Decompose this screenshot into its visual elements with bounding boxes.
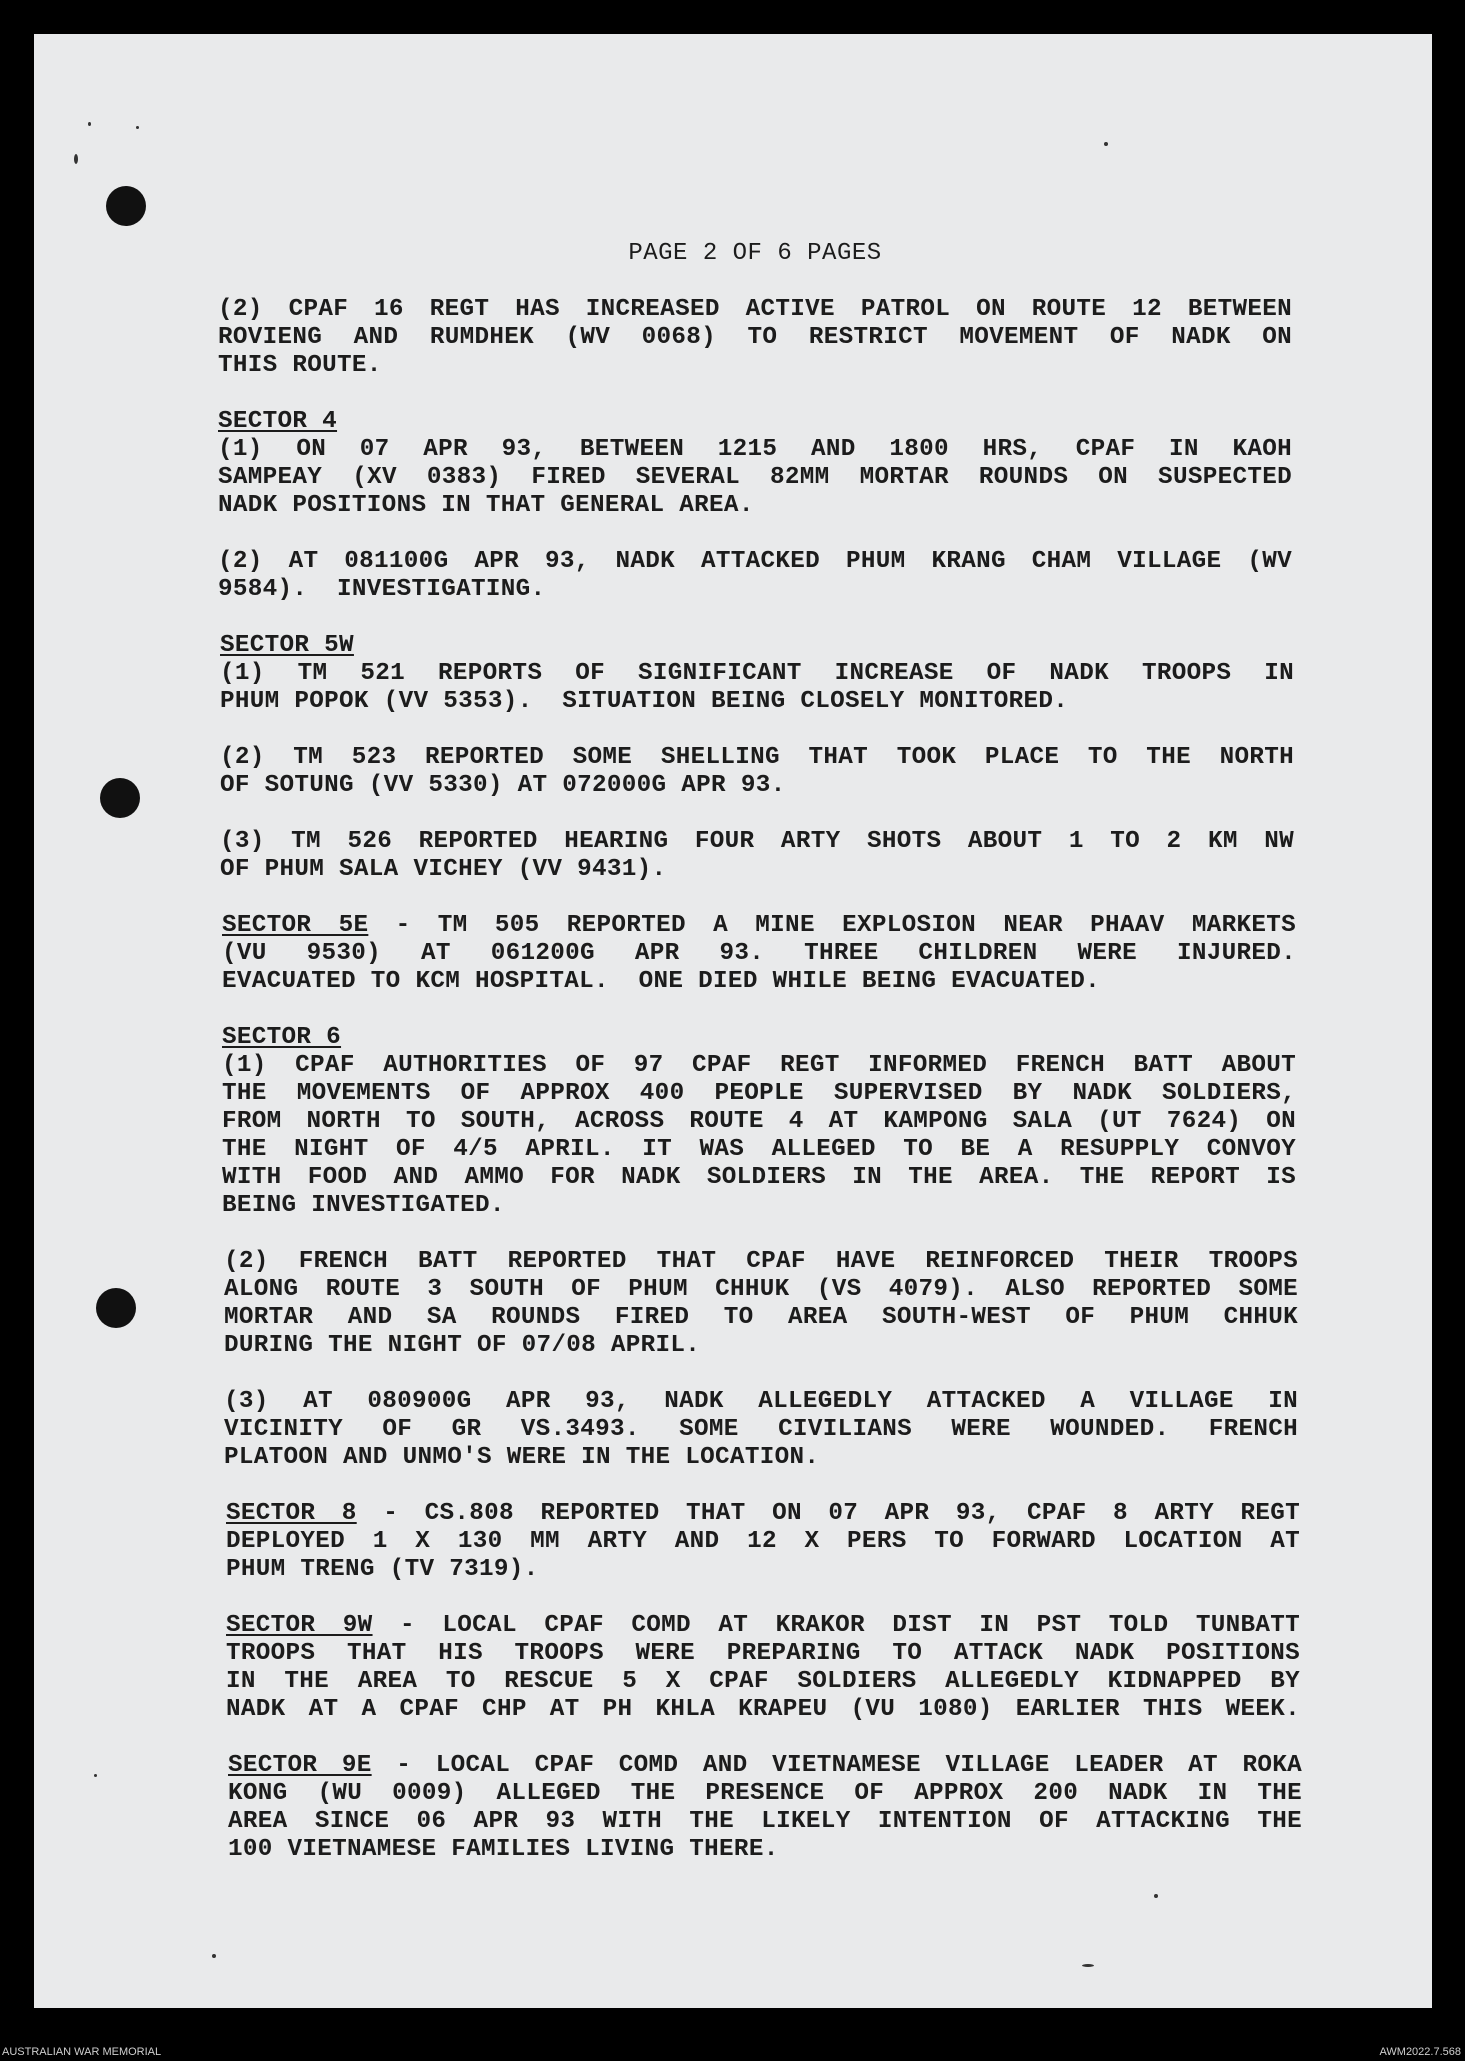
text-line: (2) TM 523 REPORTED SOME SHELLING THAT TOOK PLACE TO THE NORTH [220, 744, 1294, 771]
speck [74, 154, 78, 164]
text-line: (2) AT 081100G APR 93, NADK ATTACKED PHUM KRANG CHAM VILLAGE (WV [218, 548, 1292, 575]
text-line: THIS ROUTE. [218, 352, 382, 379]
text-span: - TM 505 REPORTED A MINE EXPLOSION NEAR PHAAV MARKETS [368, 912, 1296, 939]
section-heading: SECTOR 5E [222, 912, 369, 939]
text-line: KONG (WU 0009) ALLEGED THE PRESENCE OF APPROX 200 NADK IN THE [228, 1780, 1302, 1807]
speck [1104, 142, 1108, 146]
text-line [228, 1752, 1302, 1780]
text-line: IN THE AREA TO RESCUE 5 X CPAF SOLDIERS ALLEGEDLY KIDNAPPED BY [226, 1668, 1300, 1695]
document-page [34, 34, 1432, 2008]
text-line [222, 912, 1296, 940]
text-line: ALONG ROUTE 3 SOUTH OF PHUM CHHUK (VS 4079). ALSO REPORTED SOME [224, 1276, 1298, 1303]
text-line: DURING THE NIGHT OF 07/08 APRIL. [224, 1332, 701, 1359]
text-line: NADK AT A CPAF CHP AT PH KHLA KRAPEU (VU 1080) EARLIER THIS WEEK. [226, 1696, 1300, 1723]
text-line: FROM NORTH TO SOUTH, ACROSS ROUTE 4 AT KAMPONG SALA (UT 7624) ON [222, 1108, 1296, 1135]
text-line: ROVIENG AND RUMDHEK (WV 0068) TO RESTRICT MOVEMENT OF NADK ON [218, 324, 1292, 351]
text-line: (1) TM 521 REPORTS OF SIGNIFICANT INCREASE OF NADK TROOPS IN [220, 660, 1294, 687]
text-line: (3) AT 080900G APR 93, NADK ALLEGEDLY ATTACKED A VILLAGE IN [224, 1388, 1298, 1415]
text-line: THE NIGHT OF 4/5 APRIL. IT WAS ALLEGED TO BE A RESUPPLY CONVOY [222, 1136, 1296, 1163]
text-line: OF PHUM SALA VICHEY (VV 9431). [220, 856, 667, 883]
text-line: AREA SINCE 06 APR 93 WITH THE LIKELY INTENTION OF ATTACKING THE [228, 1808, 1302, 1835]
text-line: DEPLOYED 1 X 130 MM ARTY AND 12 X PERS TO FORWARD LOCATION AT [226, 1528, 1300, 1555]
speck [94, 1774, 97, 1777]
text-line: (1) ON 07 APR 93, BETWEEN 1215 AND 1800 HRS, CPAF IN KAOH [218, 436, 1292, 463]
punch-hole [96, 1288, 136, 1328]
speck [1082, 1964, 1094, 1967]
text-line: (2) FRENCH BATT REPORTED THAT CPAF HAVE REINFORCED THEIR TROOPS [224, 1248, 1298, 1275]
text-line: THE MOVEMENTS OF APPROX 400 PEOPLE SUPERVISED BY NADK SOLDIERS, [222, 1080, 1296, 1107]
section-heading: SECTOR 9W [226, 1612, 373, 1639]
text-line [226, 1500, 1300, 1528]
text-line [226, 1612, 1300, 1640]
text-line: SAMPEAY (XV 0383) FIRED SEVERAL 82MM MORTAR ROUNDS ON SUSPECTED [218, 464, 1292, 491]
text-line: OF SOTUNG (VV 5330) AT 072000G APR 93. [220, 772, 786, 799]
text-line: PHUM TRENG (TV 7319). [226, 1556, 539, 1583]
punch-hole [106, 186, 146, 226]
footer-accession-number: AWM2022.7.568 [1379, 2046, 1461, 2058]
text-span: - LOCAL CPAF COMD AT KRAKOR DIST IN PST TOLD TUNBATT [372, 1612, 1300, 1639]
section-heading: SECTOR 8 [226, 1500, 357, 1527]
text-line: PLATOON AND UNMO'S WERE IN THE LOCATION. [224, 1444, 820, 1471]
text-line: PHUM POPOK (VV 5353). SITUATION BEING CLOSELY MONITORED. [220, 688, 1069, 715]
text-line: NADK POSITIONS IN THAT GENERAL AREA. [218, 492, 754, 519]
page-header: PAGE 2 OF 6 PAGES [628, 240, 882, 267]
text-line: 9584). INVESTIGATING. [218, 576, 546, 603]
text-line: 100 VIETNAMESE FAMILIES LIVING THERE. [228, 1836, 779, 1863]
section-heading: SECTOR 5W [220, 632, 354, 659]
text-line: WITH FOOD AND AMMO FOR NADK SOLDIERS IN THE AREA. THE REPORT IS [222, 1164, 1296, 1191]
text-span: - LOCAL CPAF COMD AND VIETNAMESE VILLAGE LEADER AT ROKA [371, 1752, 1302, 1779]
text-line: MORTAR AND SA ROUNDS FIRED TO AREA SOUTH-WEST OF PHUM CHHUK [224, 1304, 1298, 1331]
text-line: TROOPS THAT HIS TROOPS WERE PREPARING TO ATTACK NADK POSITIONS [226, 1640, 1300, 1667]
text-line: (VU 9530) AT 061200G APR 93. THREE CHILDREN WERE INJURED. [222, 940, 1296, 967]
text-line: BEING INVESTIGATED. [222, 1192, 505, 1219]
punch-hole [100, 778, 140, 818]
text-line: (1) CPAF AUTHORITIES OF 97 CPAF REGT INFORMED FRENCH BATT ABOUT [222, 1052, 1296, 1079]
text-line: VICINITY OF GR VS.3493. SOME CIVILIANS WERE WOUNDED. FRENCH [224, 1416, 1298, 1443]
speck [212, 1954, 216, 1958]
text-span: - CS.808 REPORTED THAT ON 07 APR 93, CPAF 8 ARTY REGT [356, 1500, 1301, 1527]
speck [88, 122, 91, 126]
footer-credit: AUSTRALIAN WAR MEMORIAL [2, 2046, 162, 2058]
text-line: EVACUATED TO KCM HOSPITAL. ONE DIED WHILE BEING EVACUATED. [222, 968, 1100, 995]
section-heading: SECTOR 6 [222, 1024, 342, 1051]
text-line: (3) TM 526 REPORTED HEARING FOUR ARTY SHOTS ABOUT 1 TO 2 KM NW [220, 828, 1294, 855]
speck [136, 126, 139, 129]
section-heading: SECTOR 9E [228, 1752, 372, 1779]
section-heading: SECTOR 4 [218, 408, 338, 435]
speck [1154, 1894, 1158, 1898]
text-line: (2) CPAF 16 REGT HAS INCREASED ACTIVE PATROL ON ROUTE 12 BETWEEN [218, 296, 1292, 323]
